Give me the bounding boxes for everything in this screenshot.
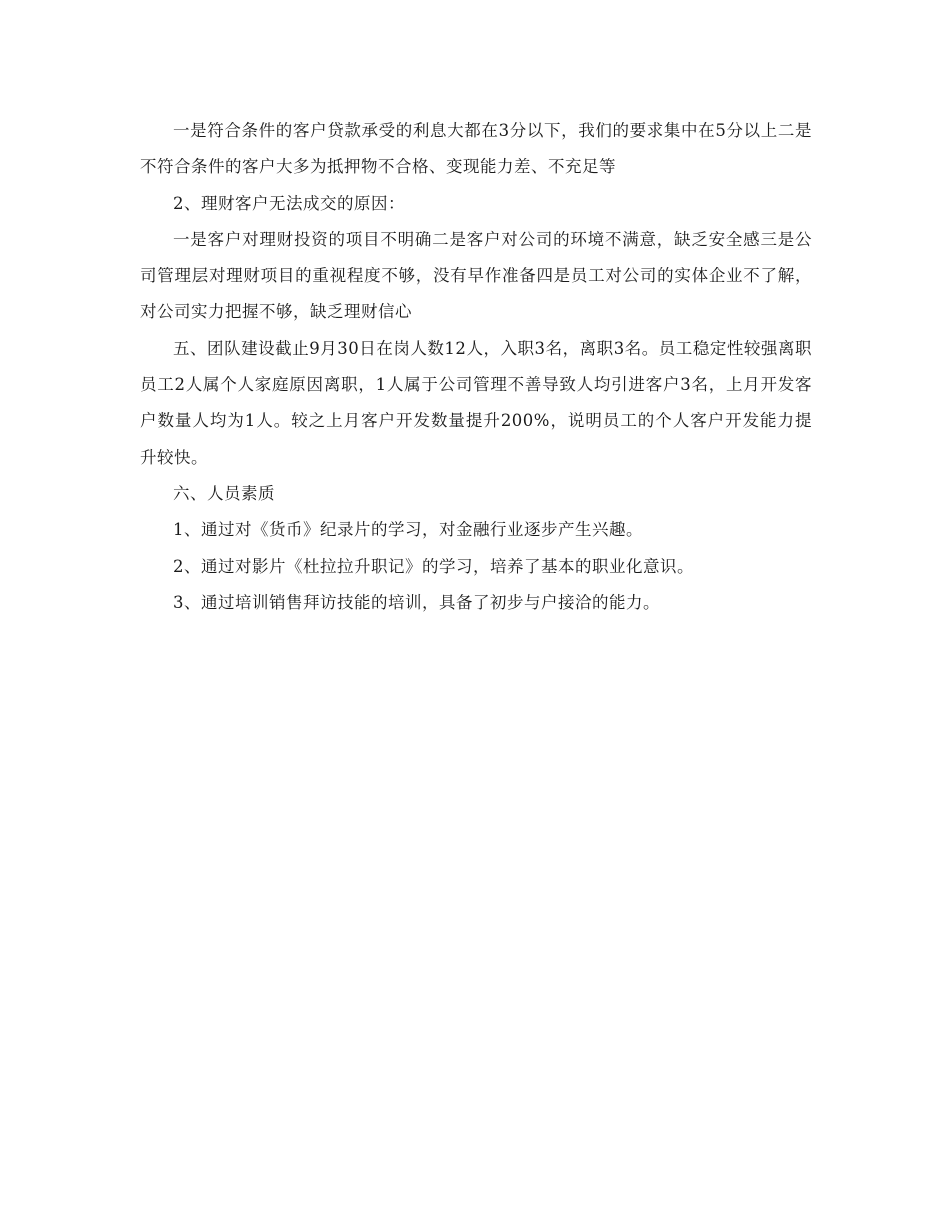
- paragraph-staff-quality-3: 3、通过培训销售拜访技能的培训，具备了初步与户接洽的能力。: [173, 592, 660, 612]
- paragraph-heading-staff-quality: 六、人员素质: [173, 483, 275, 503]
- paragraph-team-building: 五、团队建设截止9月30日在岗人数12人，入职3名，离职3名。员工稳定性较强离职员工2人属个人家庭原因离职，1人属于公司管理不善导致人均引进客户3名，上月开发客户数量人均为1人。较之上月客户开发数量提升200%，说明员工的个人客户开发能力提升较快。: [140, 338, 812, 467]
- document-body: [140, 113, 812, 621]
- paragraph-wealth-reasons: 一是客户对理财投资的项目不明确二是客户对公司的环境不满意，缺乏安全感三是公司管理层对理财项目的重视程度不够，没有早作准备四是员工对公司的实体企业不了解，对公司实力把握不够，缺乏理财信心: [140, 229, 812, 322]
- paragraph-loan-interest: 一是符合条件的客户贷款承受的利息大都在3分以下，我们的要求集中在5分以上二是不符合条件的客户大多为抵押物不合格、变现能力差、不充足等: [140, 121, 812, 177]
- paragraph-heading-wealth-reasons: 2、理财客户无法成交的原因：: [173, 193, 405, 213]
- paragraph-staff-quality-2: 2、通过对影片《杜拉拉升职记》的学习，培养了基本的职业化意识。: [173, 556, 694, 576]
- paragraph-staff-quality-1: 1、通过对《货币》纪录片的学习，对金融行业逐步产生兴趣。: [173, 520, 643, 540]
